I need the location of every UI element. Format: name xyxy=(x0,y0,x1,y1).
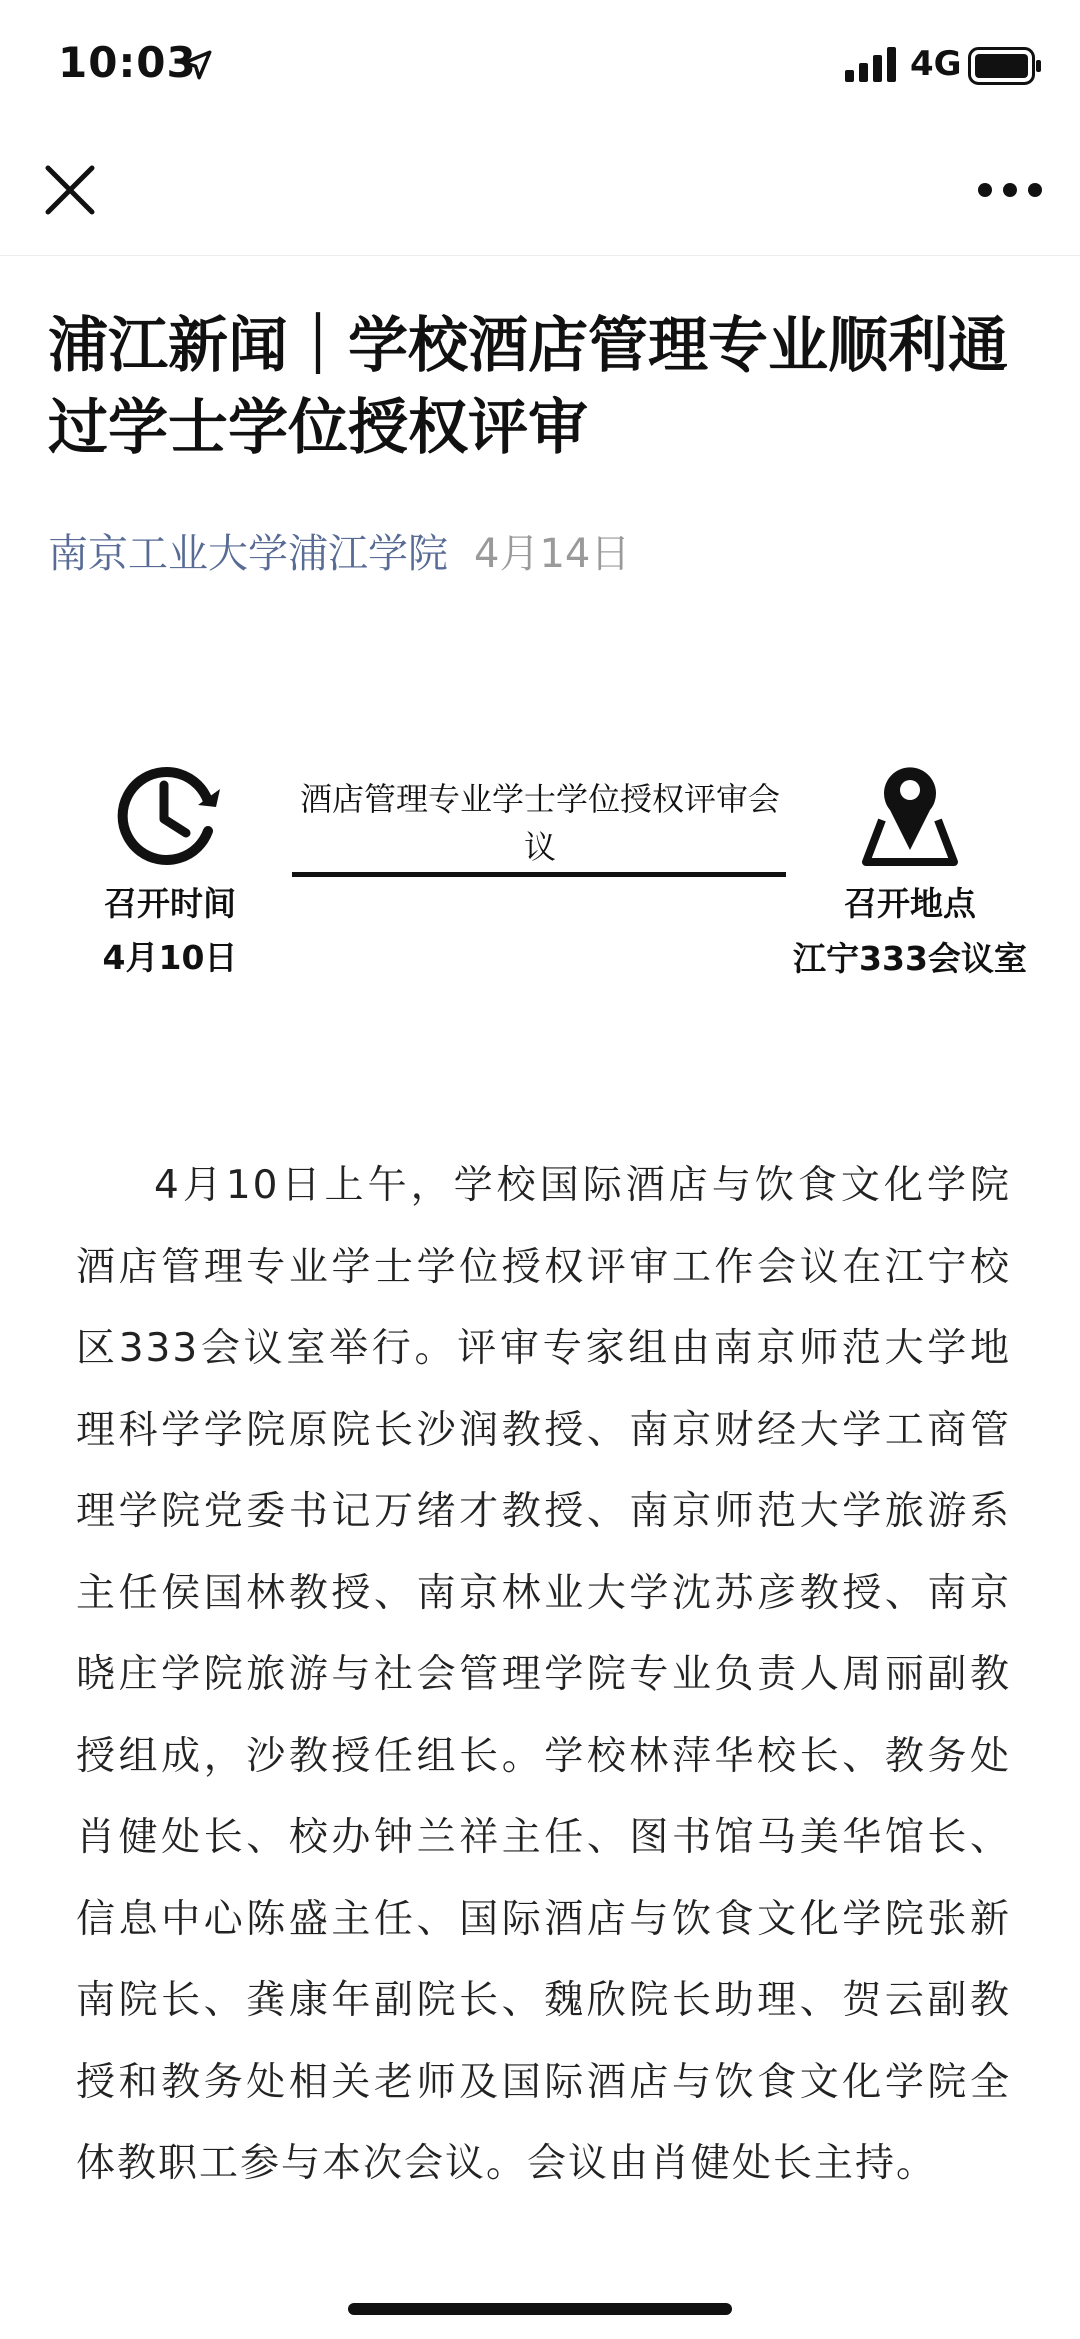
close-icon[interactable] xyxy=(40,160,100,220)
signal-icon xyxy=(845,46,897,82)
clock-icon xyxy=(112,755,230,873)
battery-icon xyxy=(968,47,1042,85)
status-bar xyxy=(0,0,1080,130)
nav-bar xyxy=(0,130,1080,256)
author-link[interactable]: 南京工业大学浦江学院 xyxy=(48,531,448,577)
network-type: 4G xyxy=(910,44,962,84)
home-indicator[interactable] xyxy=(348,2303,732,2315)
meeting-time-value: 4月10日 xyxy=(102,938,238,977)
meeting-time-label: 召开时间 xyxy=(104,884,236,923)
divider-line xyxy=(292,872,786,877)
meeting-location-label: 召开地点 xyxy=(844,884,976,923)
map-pin-icon xyxy=(848,758,972,866)
more-icon[interactable] xyxy=(975,175,1045,205)
meeting-title: 酒店管理专业学士学位授权评审会议 xyxy=(299,780,780,866)
status-time: 10:03 xyxy=(58,38,197,87)
article-meta xyxy=(48,522,630,579)
article-title: 浦江新闻｜学校酒店管理专业顺利通过学士学位授权评审 xyxy=(48,311,1008,463)
location-arrow-icon xyxy=(180,48,214,82)
meeting-location-value: 江宁333会议室 xyxy=(793,939,1027,978)
article-body: 4月10日上午，学校国际酒店与饮食文化学院酒店管理专业学士学位授权评审工作会议在江宁校区333会议室举行。评审专家组由南京师范大学地理科学学院原院长沙润教授、南京财经大学工商管理学院党委书记万绪才教授、南京师范大学旅游系主任侯国林教授、南京林业大学沈苏彦教授、南京晓庄学院旅游与社会管理学院专业负责人周丽副教授组成，沙教授任组长。学校林萍华校长、教务处肖健处长、校办钟兰祥主任、图书馆马美华馆长、信息中心陈盛主任、国际酒店与饮食文化学院张新南院长、龚康年副院长、魏欣院长助理、贺云副教授和教务处相关老师及国际酒店与饮食文化学院全体教职工参与本次会议。会议由肖健处长主持。 xyxy=(76,1163,1011,2186)
publish-date: 4月14日 xyxy=(474,531,631,577)
